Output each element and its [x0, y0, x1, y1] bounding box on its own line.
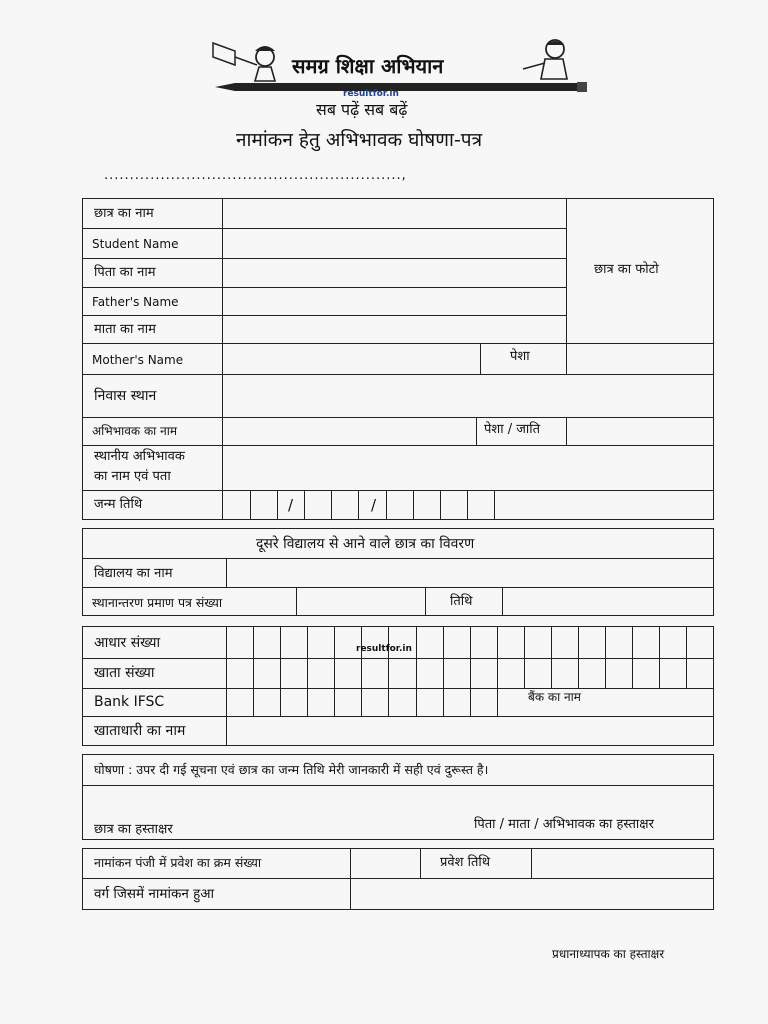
class-field[interactable] [352, 880, 712, 909]
ifsc-field[interactable] [228, 690, 496, 715]
declaration-text: घोषणा : उपर दी गई सूचना एवं छात्र का जन्म तिथि मेरी जानकारी में सही एवं दुरूस्त है। [94, 762, 489, 777]
ifsc-label: Bank IFSC [94, 694, 165, 710]
dob-field[interactable] [224, 492, 494, 519]
aadhaar-field[interactable] [228, 628, 712, 657]
account-label: खाता संख्या [94, 665, 155, 681]
tc-date-field[interactable] [504, 589, 712, 615]
tagline: सब पढ़ें सब बढ़ें [316, 100, 408, 119]
photo-box[interactable] [568, 200, 712, 342]
tc-number-field[interactable] [298, 589, 424, 615]
mother-name-hi-label: माता का नाम [94, 322, 156, 337]
dob-separator-1: / [288, 496, 294, 514]
dob-separator-2: / [371, 496, 377, 514]
logo-title: समग्र शिक्षा अभियान [292, 54, 444, 78]
occupation-caste-label: पेशा / जाति [484, 422, 541, 437]
mother-occupation-field[interactable] [568, 345, 712, 373]
class-label: वर्ग जिसमें नामांकन हुआ [94, 886, 215, 902]
transfer-heading: दूसरे विद्यालय से आने वाले छात्र का विवरण [256, 536, 475, 552]
student-name-en-label: Student Name [92, 237, 179, 251]
account-holder-field[interactable] [228, 718, 712, 745]
admission-date-label: प्रवेश तिथि [440, 855, 491, 870]
register-no-field[interactable] [352, 850, 419, 877]
tc-date-label: तिथि [450, 594, 473, 609]
aadhaar-label: आधार संख्या [94, 635, 161, 651]
residence-field[interactable] [224, 376, 712, 416]
account-holder-label: खाताधारी का नाम [94, 723, 186, 739]
mother-occupation-label: पेशा [510, 349, 530, 364]
student-name-en-field[interactable] [224, 230, 564, 257]
tc-number-label: स्थानान्तरण प्रमाण पत्र संख्या [92, 595, 223, 610]
guardian-name-field[interactable] [224, 419, 475, 444]
father-name-en-label: Father's Name [92, 295, 179, 309]
headmaster-sign-label: प्रधानाध्यापक का हस्ताक्षर [552, 947, 665, 961]
local-guardian-field[interactable] [224, 447, 712, 489]
register-no-label: नामांकन पंजी में प्रवेश का क्रम संख्या [94, 855, 262, 870]
occupation-caste-field[interactable] [568, 419, 712, 444]
father-name-hi-label: पिता का नाम [94, 265, 156, 280]
date-line: .........................................................., [104, 168, 407, 183]
bank-name-field[interactable] [499, 690, 712, 715]
father-name-hi-field[interactable] [224, 260, 564, 286]
account-field[interactable] [228, 660, 712, 687]
admission-date-field[interactable] [533, 850, 712, 877]
photo-label: छात्र का फोटो [594, 262, 659, 277]
mother-name-hi-field[interactable] [224, 317, 564, 342]
form-title: नामांकन हेतु अभिभावक घोषणा-पत्र [236, 129, 483, 151]
dob-label: जन्म तिथि [94, 497, 143, 512]
student-sign-label: छात्र का हस्ताक्षर [94, 822, 173, 837]
father-name-en-field[interactable] [224, 289, 564, 314]
local-guardian-label-1: स्थानीय अभिभावक [94, 449, 185, 464]
bank-name-label: बैंक का नाम [528, 690, 581, 704]
parent-sign-label: पिता / माता / अभिभावक का हस्ताक्षर [474, 817, 654, 832]
student-name-hi-field[interactable] [224, 200, 564, 227]
residence-label: निवास स्थान [94, 388, 157, 404]
mother-name-en-field[interactable] [224, 345, 479, 373]
guardian-name-label: अभिभावक का नाम [92, 424, 178, 438]
school-name-field[interactable] [228, 560, 712, 586]
school-name-label: विद्यालय का नाम [94, 566, 173, 581]
signature-area[interactable] [84, 787, 712, 815]
student-name-hi-label: छात्र का नाम [94, 206, 154, 221]
watermark-middle: resultfor.in [356, 644, 412, 654]
mother-name-en-label: Mother's Name [92, 353, 184, 367]
watermark-top: resultfor.in [343, 89, 399, 99]
local-guardian-label-2: का नाम एवं पता [94, 469, 171, 484]
